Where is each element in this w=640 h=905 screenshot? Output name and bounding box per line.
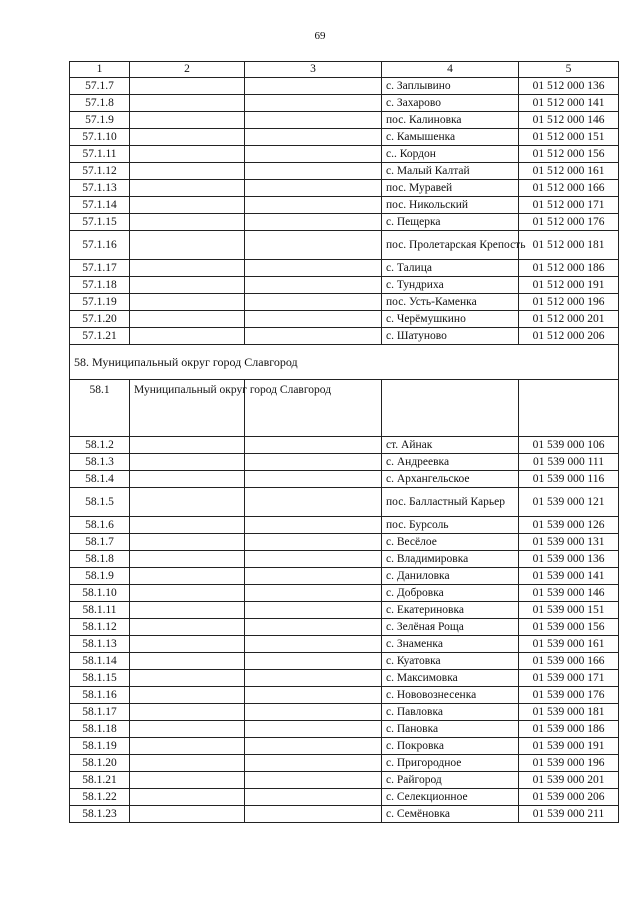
table-row	[70, 163, 619, 180]
table-row	[70, 214, 619, 231]
table-row	[70, 602, 619, 619]
row-number: 58.1.8	[70, 551, 130, 568]
settlement-name: с. Знаменка	[382, 636, 519, 653]
row-number: 58.1.20	[70, 755, 130, 772]
table-row	[70, 517, 619, 534]
row-number: 57.1.11	[70, 146, 130, 163]
table-row	[70, 806, 619, 823]
settlement-name: пос. Пролетарская Крепость	[382, 231, 519, 260]
table-row	[70, 636, 619, 653]
settlement-code: 01 512 000 166	[519, 180, 619, 197]
municipality-row	[70, 380, 619, 437]
settlement-name: с. Талица	[382, 260, 519, 277]
cell-empty-col2	[130, 738, 245, 755]
table-row	[70, 789, 619, 806]
column-header-1: 1	[70, 62, 130, 78]
table-row	[70, 197, 619, 214]
table-row	[70, 112, 619, 129]
settlement-code: 01 512 000 151	[519, 129, 619, 146]
table-row	[70, 146, 619, 163]
cell-empty-col2	[130, 721, 245, 738]
row-number: 57.1.14	[70, 197, 130, 214]
settlement-code: 01 539 000 141	[519, 568, 619, 585]
cell-empty-col2	[130, 454, 245, 471]
cell-empty-col2	[130, 789, 245, 806]
settlement-code: 01 512 000 196	[519, 294, 619, 311]
row-number: 58.1.22	[70, 789, 130, 806]
row-number: 58.1.12	[70, 619, 130, 636]
cell-empty-col3	[245, 231, 382, 260]
table-row	[70, 437, 619, 454]
settlement-name: пос. Балластный Карьер	[382, 488, 519, 517]
cell-empty-col2	[130, 129, 245, 146]
row-number: 57.1.10	[70, 129, 130, 146]
cell-empty-col2	[130, 437, 245, 454]
cell-empty-col2	[130, 602, 245, 619]
settlement-name: с. Камышенка	[382, 129, 519, 146]
cell-empty-col3	[245, 755, 382, 772]
row-number: 58.1.14	[70, 653, 130, 670]
settlement-name: пос. Муравей	[382, 180, 519, 197]
settlement-code: 01 539 000 121	[519, 488, 619, 517]
cell-empty-col3	[245, 568, 382, 585]
row-number: 58.1.10	[70, 585, 130, 602]
settlement-code: 01 539 000 136	[519, 551, 619, 568]
cell-empty-col3	[245, 129, 382, 146]
settlement-code: 01 512 000 186	[519, 260, 619, 277]
table-row	[70, 619, 619, 636]
registry-table	[69, 61, 619, 823]
table-row	[70, 534, 619, 551]
cell-empty-col3	[245, 488, 382, 517]
cell-empty-col3	[245, 214, 382, 231]
settlement-name: с.. Кордон	[382, 146, 519, 163]
cell-empty-col2	[130, 277, 245, 294]
row-number: 57.1.13	[70, 180, 130, 197]
settlement-name: с. Зелёная Роща	[382, 619, 519, 636]
table-row	[70, 328, 619, 345]
settlement-name: с. Покровка	[382, 738, 519, 755]
cell-empty-col3	[245, 738, 382, 755]
cell-empty-col2	[130, 112, 245, 129]
table-row	[70, 231, 619, 260]
row-number: 58.1.4	[70, 471, 130, 488]
cell-empty-col3	[245, 704, 382, 721]
settlement-code: 01 512 000 206	[519, 328, 619, 345]
registry-table-body	[70, 62, 619, 823]
cell-empty-col3	[245, 311, 382, 328]
row-number: 57.1.21	[70, 328, 130, 345]
cell-empty-col2	[130, 294, 245, 311]
row-number: 57.1.19	[70, 294, 130, 311]
settlement-name: с. Малый Калтай	[382, 163, 519, 180]
settlement-code: 01 512 000 191	[519, 277, 619, 294]
row-number: 57.1.20	[70, 311, 130, 328]
settlement-name: с. Владимировка	[382, 551, 519, 568]
cell-empty-col2	[130, 670, 245, 687]
cell-empty-col3	[245, 471, 382, 488]
settlement-name: с. Добровка	[382, 585, 519, 602]
cell-empty-col2	[130, 585, 245, 602]
section-row	[70, 345, 619, 380]
cell-empty-col2	[130, 214, 245, 231]
settlement-name: с. Черёмушкино	[382, 311, 519, 328]
cell-empty-col5	[519, 380, 619, 437]
table-row	[70, 488, 619, 517]
settlement-code: 01 512 000 161	[519, 163, 619, 180]
cell-empty-col3	[245, 619, 382, 636]
settlement-name: с. Екатериновка	[382, 602, 519, 619]
cell-empty-col3	[245, 277, 382, 294]
settlement-name: с. Нововознесенка	[382, 687, 519, 704]
cell-empty-col2	[130, 687, 245, 704]
cell-empty-col3	[245, 687, 382, 704]
table-row	[70, 551, 619, 568]
settlement-name: с. Весёлое	[382, 534, 519, 551]
settlement-code: 01 512 000 156	[519, 146, 619, 163]
column-header-2: 2	[130, 62, 245, 78]
row-number: 57.1.17	[70, 260, 130, 277]
settlement-name: с. Селекционное	[382, 789, 519, 806]
cell-empty-col2	[130, 806, 245, 823]
settlement-name: с. Заплывино	[382, 78, 519, 95]
row-number: 58.1.2	[70, 437, 130, 454]
row-number: 58.1.6	[70, 517, 130, 534]
cell-empty-col2	[130, 488, 245, 517]
settlement-code: 01 539 000 146	[519, 585, 619, 602]
settlement-name: с. Максимовка	[382, 670, 519, 687]
cell-empty-col4	[382, 380, 519, 437]
settlement-name: с. Куатовка	[382, 653, 519, 670]
cell-empty-col3	[245, 260, 382, 277]
cell-empty-col2	[130, 328, 245, 345]
settlement-code: 01 512 000 176	[519, 214, 619, 231]
settlement-code: 01 539 000 151	[519, 602, 619, 619]
cell-empty-col3	[245, 294, 382, 311]
cell-empty-col2	[130, 551, 245, 568]
cell-empty-col3	[245, 585, 382, 602]
settlement-name: с. Тундриха	[382, 277, 519, 294]
row-number: 58.1.16	[70, 687, 130, 704]
settlement-name: с. Семёновка	[382, 806, 519, 823]
row-number: 58.1.18	[70, 721, 130, 738]
cell-empty-col2	[130, 704, 245, 721]
row-number: 58.1.17	[70, 704, 130, 721]
row-number: 58.1.3	[70, 454, 130, 471]
cell-empty-col3	[245, 95, 382, 112]
cell-empty-col3	[245, 602, 382, 619]
table-row	[70, 772, 619, 789]
cell-empty-col2	[130, 772, 245, 789]
table-row	[70, 129, 619, 146]
row-number: 57.1.16	[70, 231, 130, 260]
table-row	[70, 704, 619, 721]
table-row	[70, 568, 619, 585]
settlement-code: 01 539 000 116	[519, 471, 619, 488]
row-number: 58.1.13	[70, 636, 130, 653]
column-header-5: 5	[519, 62, 619, 78]
settlement-code: 01 539 000 201	[519, 772, 619, 789]
row-number: 57.1.12	[70, 163, 130, 180]
cell-empty-col3	[245, 197, 382, 214]
settlement-code: 01 539 000 161	[519, 636, 619, 653]
table-row	[70, 738, 619, 755]
row-number: 58.1.9	[70, 568, 130, 585]
cell-empty-col3	[245, 653, 382, 670]
table-row	[70, 755, 619, 772]
row-number: 57.1.9	[70, 112, 130, 129]
column-header-4: 4	[382, 62, 519, 78]
page-number: 69	[314, 30, 326, 42]
settlement-name: с. Андреевка	[382, 454, 519, 471]
table-row	[70, 294, 619, 311]
settlement-name: с. Райгород	[382, 772, 519, 789]
cell-empty-col3	[245, 772, 382, 789]
row-number: 57.1.15	[70, 214, 130, 231]
cell-empty-col2	[130, 534, 245, 551]
cell-empty-col2	[130, 471, 245, 488]
settlement-name: пос. Никольский	[382, 197, 519, 214]
cell-empty-col3	[245, 534, 382, 551]
table-row	[70, 721, 619, 738]
cell-empty-col2	[130, 95, 245, 112]
cell-empty-col3	[245, 551, 382, 568]
settlement-name: пос. Усть-Каменка	[382, 294, 519, 311]
cell-empty-col3	[245, 636, 382, 653]
settlement-code: 01 539 000 176	[519, 687, 619, 704]
settlement-code: 01 512 000 136	[519, 78, 619, 95]
settlement-name: с. Пановка	[382, 721, 519, 738]
cell-empty-col2	[130, 197, 245, 214]
settlement-name: пос. Калиновка	[382, 112, 519, 129]
settlement-name: с. Шатуново	[382, 328, 519, 345]
row-number: 58.1.21	[70, 772, 130, 789]
settlement-code: 01 539 000 211	[519, 806, 619, 823]
table-row	[70, 277, 619, 294]
cell-empty-col3	[245, 789, 382, 806]
table-row	[70, 454, 619, 471]
cell-empty-col2	[130, 78, 245, 95]
settlement-name: пос. Бурсоль	[382, 517, 519, 534]
row-number: 57.1.8	[70, 95, 130, 112]
table-row	[70, 311, 619, 328]
row-number: 58.1.5	[70, 488, 130, 517]
table-row	[70, 78, 619, 95]
row-number: 58.1.7	[70, 534, 130, 551]
settlement-code: 01 539 000 191	[519, 738, 619, 755]
cell-empty-col2	[130, 260, 245, 277]
settlement-name: с. Пригородное	[382, 755, 519, 772]
cell-empty-col2	[130, 619, 245, 636]
table-row	[70, 670, 619, 687]
table-row	[70, 687, 619, 704]
cell-empty-col2	[130, 231, 245, 260]
row-number: 58.1.19	[70, 738, 130, 755]
cell-empty-col2	[130, 517, 245, 534]
settlement-code: 01 512 000 181	[519, 231, 619, 260]
cell-empty-col2	[130, 180, 245, 197]
cell-empty-col3	[245, 437, 382, 454]
settlement-code: 01 539 000 206	[519, 789, 619, 806]
settlement-code: 01 539 000 156	[519, 619, 619, 636]
cell-empty-col2	[130, 653, 245, 670]
cell-empty-col3	[245, 112, 382, 129]
cell-empty-col3	[245, 163, 382, 180]
cell-empty-col3	[245, 670, 382, 687]
cell-empty-col2	[130, 568, 245, 585]
row-number: 57.1.18	[70, 277, 130, 294]
row-number: 57.1.7	[70, 78, 130, 95]
settlement-name: с. Павловка	[382, 704, 519, 721]
settlement-code: 01 512 000 201	[519, 311, 619, 328]
cell-empty-col3	[245, 328, 382, 345]
table-row	[70, 260, 619, 277]
row-number: 58.1.23	[70, 806, 130, 823]
cell-empty-col3	[245, 146, 382, 163]
table-row	[70, 180, 619, 197]
cell-empty-col2	[130, 146, 245, 163]
settlement-code: 01 512 000 141	[519, 95, 619, 112]
settlement-code: 01 539 000 166	[519, 653, 619, 670]
section-title: 58. Муниципальный округ город Славгород	[70, 345, 619, 380]
settlement-code: 01 539 000 111	[519, 454, 619, 471]
settlement-code: 01 539 000 186	[519, 721, 619, 738]
row-number: 58.1	[70, 380, 130, 437]
cell-empty-col2	[130, 311, 245, 328]
cell-empty-col3	[245, 78, 382, 95]
settlement-name: с. Пещерка	[382, 214, 519, 231]
row-number: 58.1.15	[70, 670, 130, 687]
settlement-code: 01 539 000 181	[519, 704, 619, 721]
settlement-code: 01 512 000 146	[519, 112, 619, 129]
settlement-code: 01 539 000 171	[519, 670, 619, 687]
cell-empty-col3	[245, 454, 382, 471]
settlement-name: с. Даниловка	[382, 568, 519, 585]
settlement-name: с. Архангельское	[382, 471, 519, 488]
municipality-name: Муниципальный округ город Славгород	[130, 380, 245, 437]
settlement-code: 01 539 000 126	[519, 517, 619, 534]
table-row	[70, 653, 619, 670]
settlement-name: с. Захарово	[382, 95, 519, 112]
cell-empty-col2	[130, 163, 245, 180]
settlement-code: 01 539 000 196	[519, 755, 619, 772]
cell-empty-col2	[130, 755, 245, 772]
settlement-code: 01 539 000 106	[519, 437, 619, 454]
cell-empty-col3	[245, 721, 382, 738]
cell-empty-col3	[245, 806, 382, 823]
table-row	[70, 471, 619, 488]
row-number: 58.1.11	[70, 602, 130, 619]
cell-empty-col3	[245, 517, 382, 534]
settlement-name: ст. Айнак	[382, 437, 519, 454]
settlement-code: 01 539 000 131	[519, 534, 619, 551]
settlement-code: 01 512 000 171	[519, 197, 619, 214]
cell-empty-col2	[130, 636, 245, 653]
table-row	[70, 585, 619, 602]
column-header-3: 3	[245, 62, 382, 78]
table-row	[70, 95, 619, 112]
cell-empty-col3	[245, 180, 382, 197]
header-row	[70, 62, 619, 78]
